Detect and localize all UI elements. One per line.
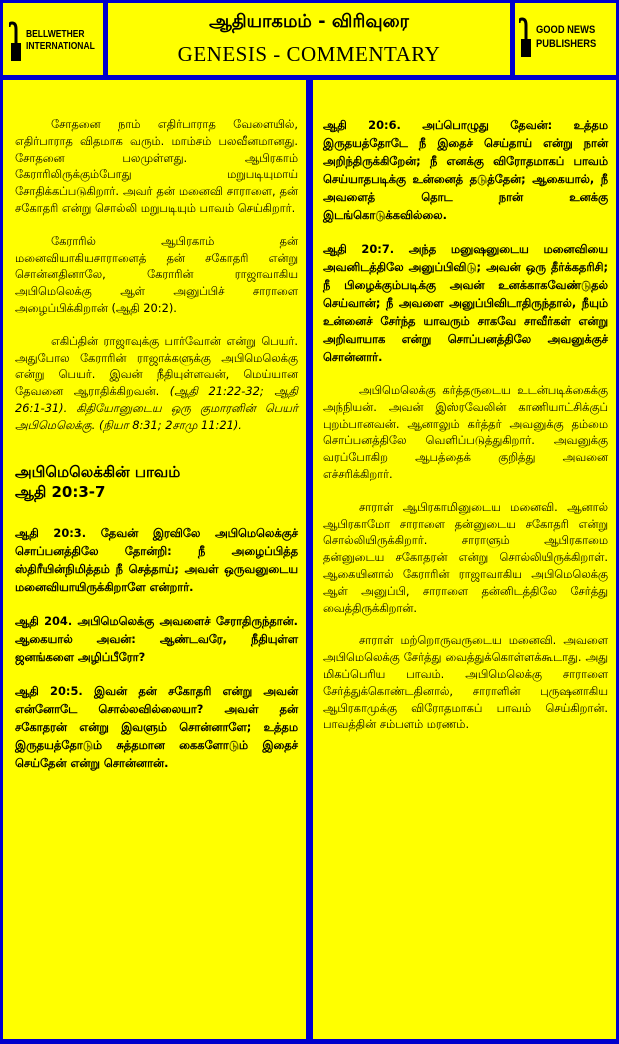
verse-20-7: ஆதி 20:7. அந்த மனுஷனுடைய மனைவியை அவனிடத்திலே அனுப்பிவிடு; அவன் ஒரு தீர்க்கதரிசி; நீ பிழைக்கும்படிக்கு அவன் உனக்காகவேண்டுதல் செய்வான்; நீ அவளை அனுப்பிவிடாதிருந்தால், நீயும் உன்னைச் சேர்ந்த யாவரும் சாகவே சாவீர்கள் என்று அறிவாயாக என்று சொப்பனத்திலே அவனுக்குச் சொன்னார். bbox=[323, 242, 608, 364]
section-reference: ஆதி 20:3-7 bbox=[15, 482, 106, 501]
logo-right-line1: GOOD NEWS bbox=[536, 24, 596, 36]
right-paragraph-2: சாராள் ஆபிரகாமினுடைய மனைவி. ஆனால் ஆபிரகாமோ சாராளை தன்னுடைய சகோதரி என்று சொல்லியிருக்கிறார். சாராளும் ஆபிரகாமை தன்னுடைய சகோதரன் என்று சொல்லியிருக்கிறாள். ஆகையினால் கேராரின் ராஜாவாகிய அபிமெலெக்கு ஆள் அனுப்பி, சாராளை தன்னிடத்திலே சேர்த்து வைத்திருக்கிறான். bbox=[323, 499, 608, 615]
left-paragraph-1: சோதனை நாம் எதிர்பாராத வேளையில், எதிர்பாராத விதமாக வரும். மாம்சம் பலவீனமானது. சோதனை பலமுள்ளது. ஆபிரகாம் கேராரிலிருக்கும்போது மறுபடியுமாய் சோதிக்கப்படுகிறார். அவர் தன் மனைவி சாராளை, தன் சகோதரி என்று சொல்லி மறுபடியும் பாவம் செய்கிறார். bbox=[15, 117, 298, 215]
left-paragraph-3 bbox=[15, 333, 298, 434]
section-heading bbox=[15, 462, 298, 502]
shepherd-staff-icon bbox=[519, 17, 533, 57]
title-tamil: ஆதியாகமம் - விரிவுரை bbox=[209, 11, 409, 32]
right-column bbox=[313, 80, 616, 1039]
logo-left-line2: INTERNATIONAL bbox=[26, 41, 95, 52]
left-paragraph-3-text: எகிப்தின் ராஜாவுக்கு பார்வோன் என்று பெயர். அதுபோல கேராரின் ராஜாக்களுக்கு அபிமெலெக்கு என்று பெயர். இவன் நீதியுள்ளவன், மெய்யான தேவனை ஆராதிக்கிறவன். bbox=[15, 333, 298, 399]
verse-20-3: ஆதி 20:3. தேவன் இரவிலே அபிமெலெக்குச் சொப்பனத்திலே தோன்றி: நீ அழைப்பித்த ஸ்திரீயின்நிமித்தம் நீ செத்தாய்; அவள் ஒருவனுடைய மனைவியாயிருக்கிறாளே என்றார். bbox=[15, 525, 298, 594]
left-paragraph-2: கேராரில் ஆபிரகாம் தன் மனைவியாகியசாராளைத் தன் சகோதரி என்று சொன்னதினாலே, கேராரின் ராஜாவாகிய அபிமெலெக்கு ஆள் அனுப்பிச் சாராளை அழைப்பிக்கிறான் (ஆதி 20:2). bbox=[15, 233, 298, 315]
left-paragraph-3-refs: (ஆதி 21:22-32; ஆதி 26:1-31). கிதியோனுடைய ஒரு குமாரனின் பெயர் அபிமெலெக்கு. (நியா 8:31; 2சாமு 11:21). bbox=[15, 384, 298, 432]
title-english: GENESIS - COMMENTARY bbox=[177, 42, 441, 66]
page-header bbox=[0, 0, 619, 78]
logo-right-line2: PUBLISHERS bbox=[536, 38, 597, 50]
right-paragraph-1: அபிமெலெக்கு கர்த்தருடைய உடன்படிக்கைக்கு அந்நியன். அவன் இஸ்ரவேலின் காணியாட்சிக்குப் புறம்பானவன். ஆனாலும் கர்த்தர் அவனுக்கு தம்மை சொப்பனத்திலே வெளிப்படுத்துகிறார். அவனுக்கு வரப்போகிற ஆபத்தைக் குறித்து அவனை எச்சரிக்கிறார். bbox=[323, 383, 608, 481]
good-news-logo bbox=[515, 3, 616, 75]
title-box bbox=[108, 3, 510, 75]
left-column bbox=[3, 80, 306, 1039]
right-paragraph-3: சாராள் மற்றொருவருடைய மனைவி. அவளை அபிமெலெக்கு சேர்த்து வைத்துக்கொள்ளக்கூடாது. அது மிகப்பெரிய பாவம். அபிமெலெக்கு சாராளை சேர்த்துக்கொண்டதினால், சாராளின் புருஷனாகிய ஆபிரகாமுக்கு விரோதமாகப் பாவம் செய்கிறான். பாவத்தின் சம்பளம் மரணம். bbox=[323, 633, 608, 732]
logo-left-line1: BELLWETHER bbox=[26, 29, 85, 40]
verse-20-4: ஆதி 204. அபிமெலெக்கு அவளைச் சேராதிருந்தான். ஆகையால் அவன்: ஆண்டவரே, நீதியுள்ள ஜனங்களை அழிப்பீரோ? bbox=[15, 613, 298, 664]
shepherd-staff-icon bbox=[9, 21, 23, 61]
verse-20-6: ஆதி 20:6. அப்பொழுது தேவன்: உத்தம இருதயத்தோடே நீ இதைச் செய்தாய் என்று நான் அறிந்திருக்கிறேன்; நீ எனக்கு விரோதமாகப் பாவம் செய்யாதபடிக்கு உன்னைத் தடுத்தேன்; ஆகையால், நீ அவளைத் தொட நான் உனக்கு இடங்கொடுக்கவில்லை. bbox=[323, 118, 608, 222]
verse-20-5: ஆதி 20:5. இவன் தன் சகோதரி என்று அவன் என்னோடே சொல்லவில்லையா? அவள் தன் சகோதரன் என்று இவளும் சொன்னாளே; உத்தம இருதயத்தோடும் சுத்தமான கைகளோடும் இதைச் செய்தேன் என்று சொன்னான். bbox=[15, 683, 298, 770]
section-title: அபிமெலெக்கின் பாவம் bbox=[15, 462, 181, 481]
bellwether-logo bbox=[3, 3, 103, 75]
